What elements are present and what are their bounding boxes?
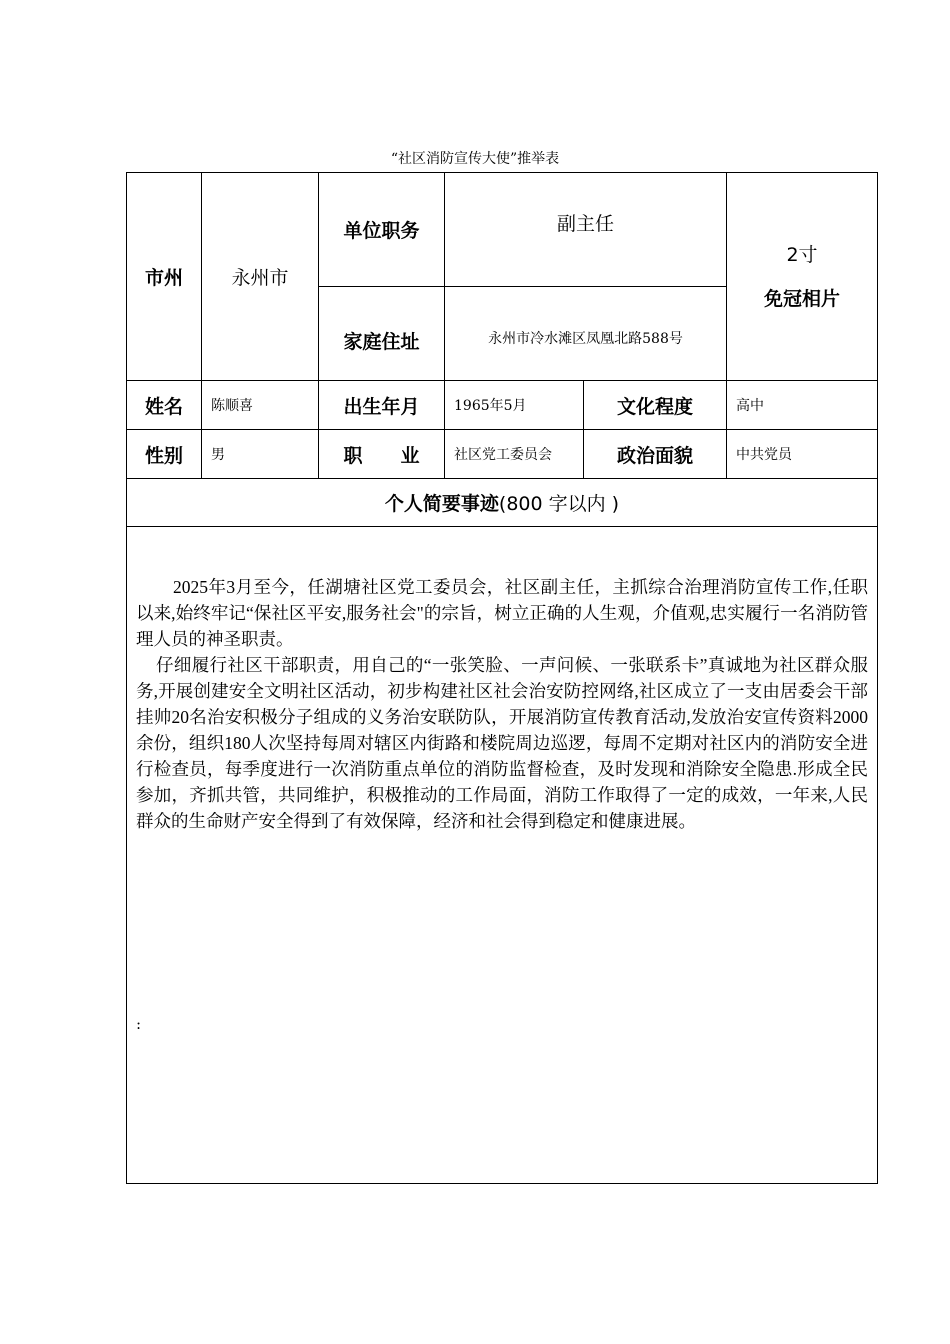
photo-placeholder [727, 173, 878, 381]
section-title: 个人简要事迹 [384, 493, 499, 515]
birth-label: 出生年月 [319, 381, 445, 430]
photo-type-label: 免冠相片 [764, 287, 841, 310]
deeds-body-cell [127, 527, 878, 1184]
city-value: 永州市 [202, 173, 319, 381]
name-label: 姓名 [127, 381, 202, 430]
nomination-form-table [126, 172, 878, 1184]
deeds-paragraph-2: 仔细履行社区干部职责，用自己的“一张笑脸、一声问候、一张联系卡”真诚地为社区群众服务,开展创建安全文明社区活动，初步构建社区社会治安防控网络,社区成立了一支由居委会干部挂帅20名治安积极分子组成的义务治安联防队，开展消防宣传教育活动,发放治安宣传资料2000余份，组织180人次坚持每周对辖区内街路和楼院周边巡逻，每周不定期对社区内的消防安全进行检查员，每季度进行一次消防重点单位的消防监督检查，及时发现和消除安全隐患.形成全民参加，齐抓共管，共同维护，积极推动的工作局面，消防工作取得了一定的成效，一年来,人民群众的生命财产安全得到了有效保障，经济和社会得到稳定和健康进展。 [136, 655, 869, 831]
deeds-paragraph-1: 2025年3月至今，任湖塘社区党工委员会，社区副主任，主抓综合治理消防宣传工作,任职以来,始终牢记“保社区平安,服务社会"的宗旨，树立正确的人生观，介值观,忠实履行一名消防管理人员的神圣职责。 [136, 577, 869, 649]
photo-size-label: 2寸 [786, 243, 818, 266]
section-note: (800 字以内 ) [498, 493, 620, 515]
address-value: 永州市冷水滩区凤凰北路588号 [445, 287, 727, 381]
document-title: “社区消防宣传大使”推举表 [390, 151, 560, 167]
trailing-mark: : [136, 1015, 142, 1033]
political-value: 中共党员 [727, 430, 878, 479]
name-value: 陈顺喜 [202, 381, 319, 430]
occupation-value: 社区党工委员会 [445, 430, 584, 479]
city-label: 市州 [127, 173, 202, 381]
birth-value: 1965年5月 [445, 381, 584, 430]
position-value: 副主任 [445, 173, 727, 287]
gender-value: 男 [202, 430, 319, 479]
address-label: 家庭住址 [319, 287, 445, 381]
deeds-text [136, 574, 868, 834]
section-heading [127, 479, 878, 527]
gender-label: 性别 [127, 430, 202, 479]
education-label: 文化程度 [584, 381, 727, 430]
political-label: 政治面貌 [584, 430, 727, 479]
position-label: 单位职务 [319, 173, 445, 287]
education-value: 高中 [727, 381, 878, 430]
occupation-label: 职 业 [319, 430, 445, 479]
